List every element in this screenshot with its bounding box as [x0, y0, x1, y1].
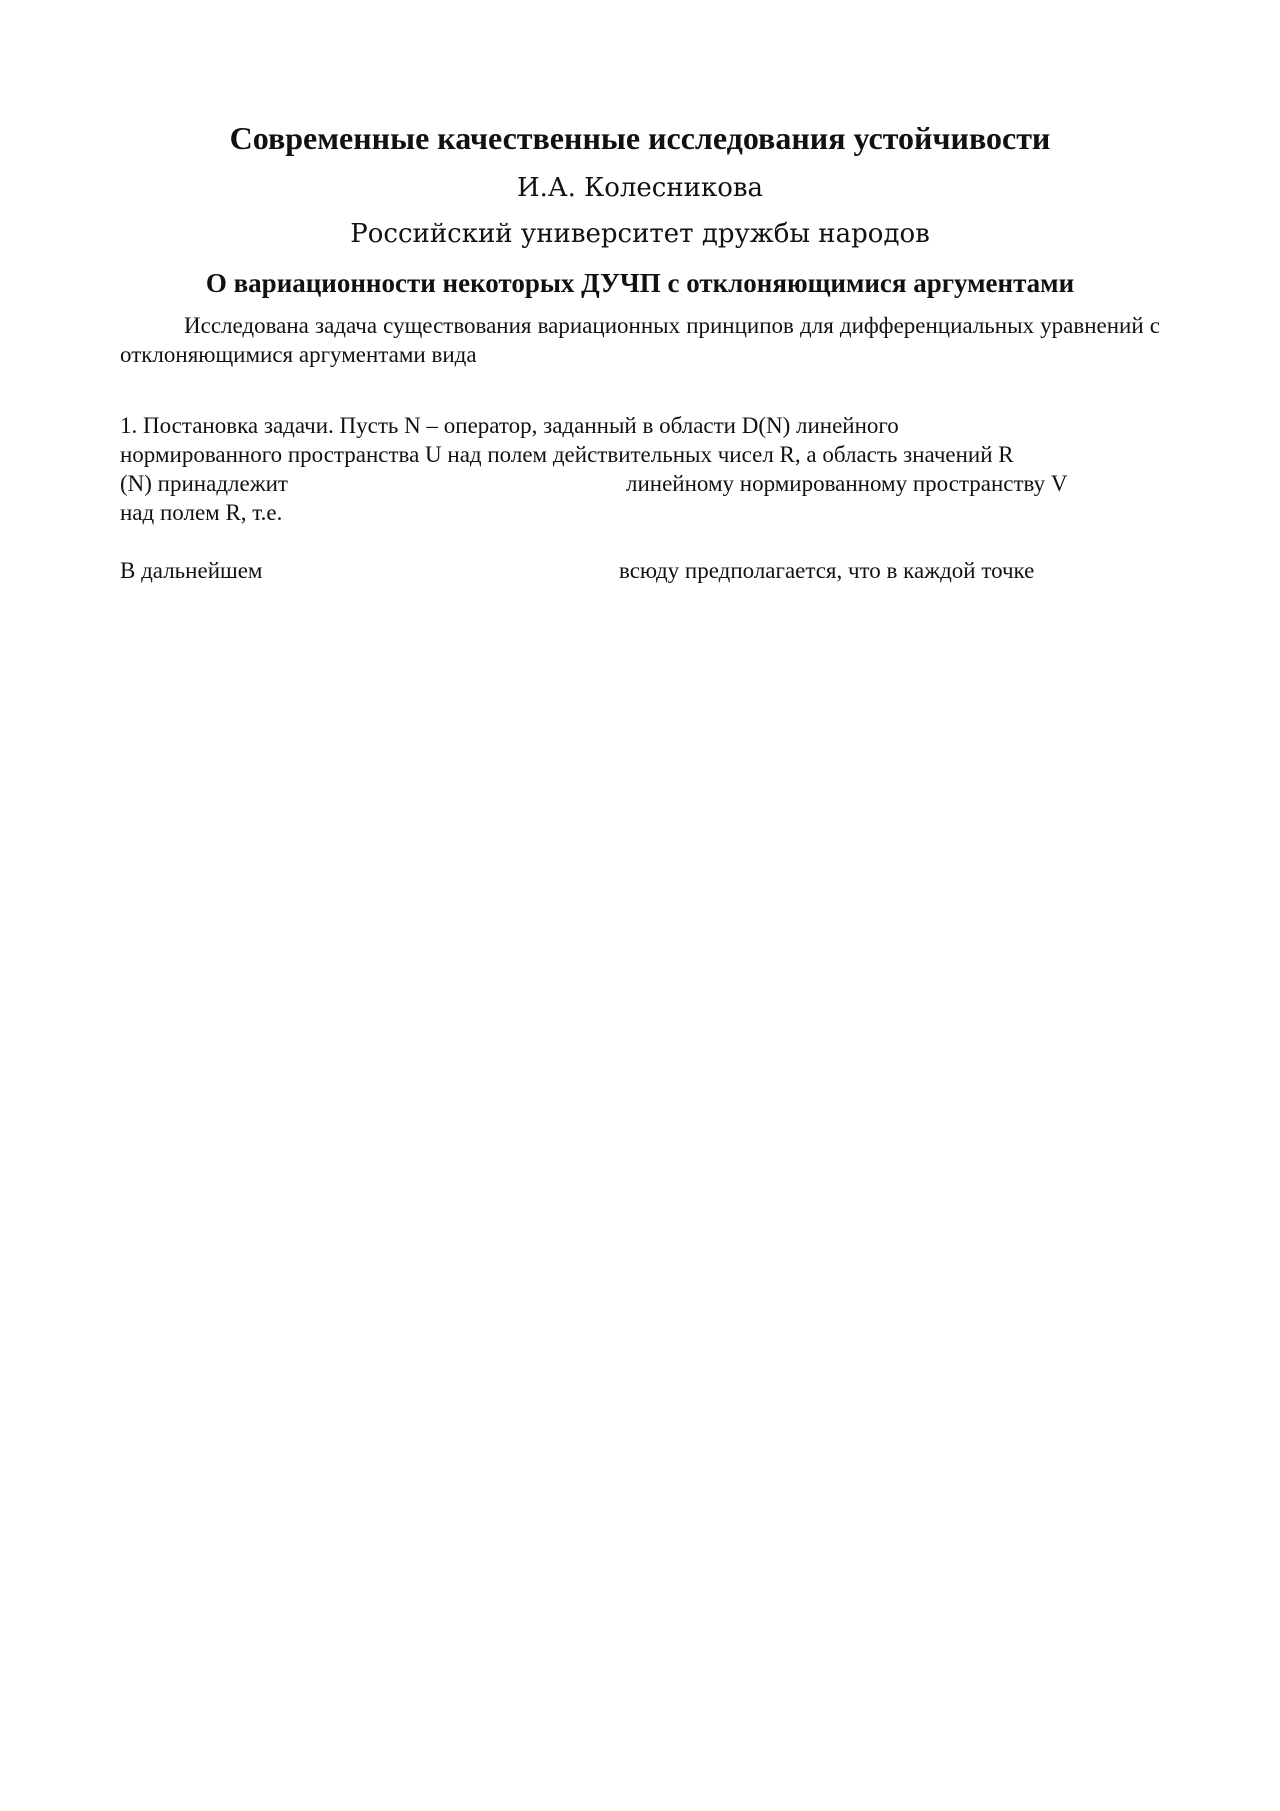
section1-line-2: нормированного пространства U над полем действительных чисел R, а область значений R	[120, 442, 1014, 467]
abstract-paragraph: Исследована задача существования вариационных принципов для дифференциальных уравнений с отклоняющимися аргументами вида	[120, 313, 1160, 367]
author-name: И.А. Колесникова	[516, 173, 764, 203]
article-subtitle: О вариационности некоторых ДУЧП с отклоняющимися аргументами	[205, 268, 1075, 298]
section1-line-4: над полем R, т.е.	[120, 500, 283, 525]
section1-line-1: 1. Постановка задачи. Пусть N – оператор, заданный в области D(N) линейного	[120, 413, 899, 438]
section1-line-3-right: линейному нормированному пространству V	[626, 471, 1068, 496]
paragraph2-left: В дальнейшем	[120, 558, 263, 583]
author-affiliation: Российский университет дружбы народов	[350, 219, 930, 249]
section1-line-3-left: (N) принадлежит	[120, 471, 288, 496]
document-title: Современные качественные исследования устойчивости	[229, 120, 1051, 156]
paragraph2-right: всюду предполагается, что в каждой точке	[619, 558, 1035, 583]
